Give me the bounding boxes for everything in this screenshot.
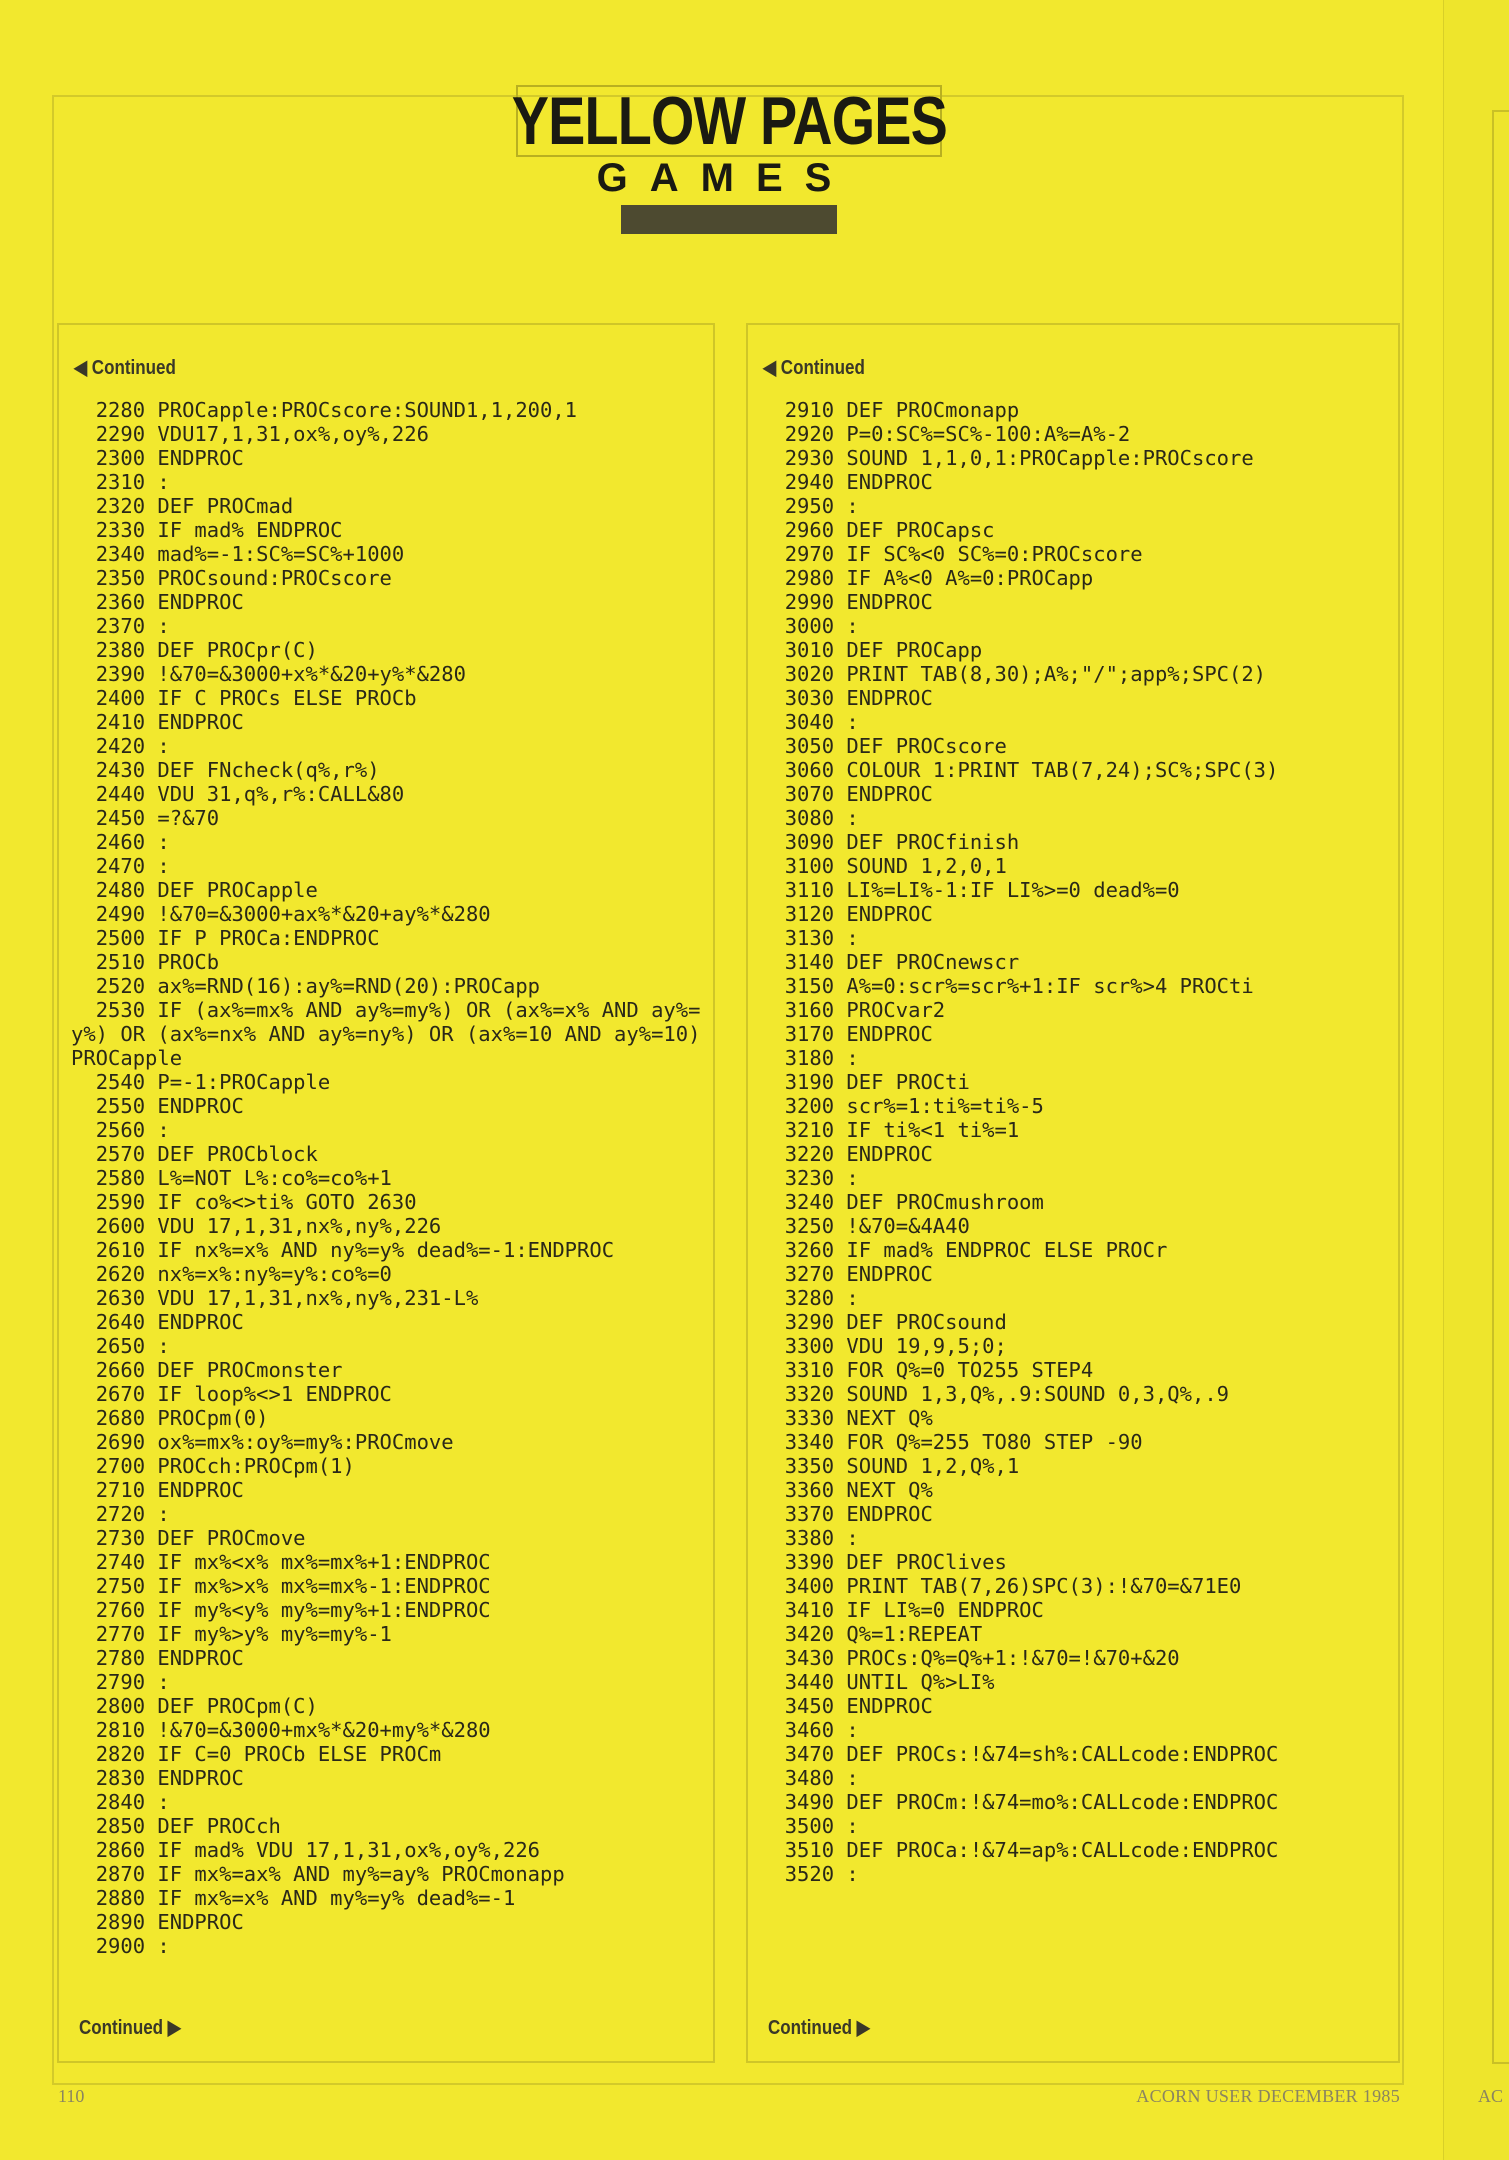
code-line: 2720 : bbox=[71, 1502, 170, 1526]
code-line: 2280 PROCapple:PROCscore:SOUND1,1,200,1 bbox=[71, 398, 578, 422]
code-line: 3140 DEF PROCnewscr bbox=[760, 950, 1020, 974]
code-line: 2760 IF my%<y% my%=my%+1:ENDPROC bbox=[71, 1598, 491, 1622]
code-line: 3180 : bbox=[760, 1046, 859, 1070]
code-line: 2680 PROCpm(0) bbox=[71, 1406, 269, 1430]
code-line: 3200 scr%=1:ti%=ti%-5 bbox=[760, 1094, 1044, 1118]
code-line: 3150 A%=0:scr%=scr%+1:IF scr%>4 PROCti bbox=[760, 974, 1254, 998]
code-line: 2540 P=-1:PROCapple bbox=[71, 1070, 331, 1094]
code-line: 2970 IF SC%<0 SC%=0:PROCscore bbox=[760, 542, 1143, 566]
code-line: 3060 COLOUR 1:PRINT TAB(7,24);SC%;SPC(3) bbox=[760, 758, 1279, 782]
code-line: 2380 DEF PROCpr(C) bbox=[71, 638, 318, 662]
adjacent-page-footer: AC bbox=[1478, 2086, 1504, 2106]
code-line: 3230 : bbox=[760, 1166, 859, 1190]
code-line: 3390 DEF PROClives bbox=[760, 1550, 1007, 1574]
code-line: 2870 IF mx%=ax% AND my%=ay% PROCmonapp bbox=[71, 1862, 565, 1886]
code-line: 2730 DEF PROCmove bbox=[71, 1526, 306, 1550]
code-line: 3380 : bbox=[760, 1526, 859, 1550]
code-line: 2570 DEF PROCblock bbox=[71, 1142, 318, 1166]
code-line: 2660 DEF PROCmonster bbox=[71, 1358, 343, 1382]
code-line: 2590 IF co%<>ti% GOTO 2630 bbox=[71, 1190, 417, 1214]
code-line: 3370 ENDPROC bbox=[760, 1502, 933, 1526]
code-line: 2840 : bbox=[71, 1790, 170, 1814]
adjacent-page-strip bbox=[1443, 0, 1509, 2160]
basic-listing bbox=[760, 398, 1392, 1886]
code-line: 3350 SOUND 1,2,Q%,1 bbox=[760, 1454, 1020, 1478]
section-subtitle: GAMES bbox=[596, 156, 854, 200]
code-line: 3240 DEF PROCmushroom bbox=[760, 1190, 1044, 1214]
code-line: 2440 VDU 31,q%,r%:CALL&80 bbox=[71, 782, 405, 806]
code-line: 3290 DEF PROCsound bbox=[760, 1310, 1007, 1334]
code-line: 2800 DEF PROCpm(C) bbox=[71, 1694, 318, 1718]
code-line: 2820 IF C=0 PROCb ELSE PROCm bbox=[71, 1742, 442, 1766]
code-line: 3130 : bbox=[760, 926, 859, 950]
code-line: 2340 mad%=-1:SC%=SC%+1000 bbox=[71, 542, 405, 566]
code-line: 2460 : bbox=[71, 830, 170, 854]
code-line: 2620 nx%=x%:ny%=y%:co%=0 bbox=[71, 1262, 392, 1286]
code-line: 2770 IF my%>y% my%=my%-1 bbox=[71, 1622, 392, 1646]
code-line: 2890 ENDPROC bbox=[71, 1910, 244, 1934]
listing-column-right bbox=[746, 323, 1400, 2063]
code-line: 3170 ENDPROC bbox=[760, 1022, 933, 1046]
code-line: 3500 : bbox=[760, 1814, 859, 1838]
code-line: 3210 IF ti%<1 ti%=1 bbox=[760, 1118, 1020, 1142]
page-number: 110 bbox=[58, 2086, 85, 2106]
code-line: 2980 IF A%<0 A%=0:PROCapp bbox=[760, 566, 1094, 590]
code-line: 2530 IF (ax%=mx% AND ay%=my%) OR (ax%=x% AND ay%=y%) OR (ax%=nx% AND ay%=ny%) OR (ax%=10 AND ay%=10) PROCapple bbox=[71, 998, 713, 1070]
code-line: 3490 DEF PROCm:!&74=mo%:CALLcode:ENDPROC bbox=[760, 1790, 1279, 1814]
code-line: 3120 ENDPROC bbox=[760, 902, 933, 926]
listing-column-left bbox=[57, 323, 715, 2063]
code-line: 3320 SOUND 1,3,Q%,.9:SOUND 0,3,Q%,.9 bbox=[760, 1382, 1230, 1406]
code-line: 2650 : bbox=[71, 1334, 170, 1358]
section-title-box bbox=[511, 83, 947, 159]
section-title: YELLOW PAGES bbox=[511, 83, 947, 159]
code-line: 2640 ENDPROC bbox=[71, 1310, 244, 1334]
code-line: 2780 ENDPROC bbox=[71, 1646, 244, 1670]
code-line: 2740 IF mx%<x% mx%=mx%+1:ENDPROC bbox=[71, 1550, 491, 1574]
code-line: 3460 : bbox=[760, 1718, 859, 1742]
code-line: 2960 DEF PROCapsc bbox=[760, 518, 995, 542]
code-line: 3440 UNTIL Q%>LI% bbox=[760, 1670, 995, 1694]
code-line: 3110 LI%=LI%-1:IF LI%>=0 dead%=0 bbox=[760, 878, 1180, 902]
code-line: 2560 : bbox=[71, 1118, 170, 1142]
code-line: 2810 !&70=&3000+mx%*&20+my%*&280 bbox=[71, 1718, 491, 1742]
code-line: 2790 : bbox=[71, 1670, 170, 1694]
code-line: 2300 ENDPROC bbox=[71, 446, 244, 470]
code-line: 2410 ENDPROC bbox=[71, 710, 244, 734]
code-line: 3070 ENDPROC bbox=[760, 782, 933, 806]
code-line: 3510 DEF PROCa:!&74=ap%:CALLcode:ENDPROC bbox=[760, 1838, 1279, 1862]
code-line: 2850 DEF PROCch bbox=[71, 1814, 281, 1838]
code-line: 2670 IF loop%<>1 ENDPROC bbox=[71, 1382, 392, 1406]
code-line: 2480 DEF PROCapple bbox=[71, 878, 318, 902]
code-line: 3190 DEF PROCti bbox=[760, 1070, 970, 1094]
code-line: 2700 PROCch:PROCpm(1) bbox=[71, 1454, 355, 1478]
code-line: 2510 PROCb bbox=[71, 950, 220, 974]
code-line: 3400 PRINT TAB(7,26)SPC(3):!&70=&71E0 bbox=[760, 1574, 1242, 1598]
code-line: 3360 NEXT Q% bbox=[760, 1478, 933, 1502]
code-line: 2940 ENDPROC bbox=[760, 470, 933, 494]
code-line: 2920 P=0:SC%=SC%-100:A%=A%-2 bbox=[760, 422, 1131, 446]
code-line: 3300 VDU 19,9,5;0; bbox=[760, 1334, 1007, 1358]
code-line: 2880 IF mx%=x% AND my%=y% dead%=-1 bbox=[71, 1886, 516, 1910]
code-line: 2750 IF mx%>x% mx%=mx%-1:ENDPROC bbox=[71, 1574, 491, 1598]
code-line: 2950 : bbox=[760, 494, 859, 518]
code-line: 3270 ENDPROC bbox=[760, 1262, 933, 1286]
code-line: 3030 ENDPROC bbox=[760, 686, 933, 710]
publication-footer: ACORN USER DECEMBER 1985 bbox=[1136, 2086, 1400, 2106]
code-line: 2830 ENDPROC bbox=[71, 1766, 244, 1790]
code-line: 3160 PROCvar2 bbox=[760, 998, 946, 1022]
code-line: 2290 VDU17,1,31,ox%,oy%,226 bbox=[71, 422, 429, 446]
code-line: 3090 DEF PROCfinish bbox=[760, 830, 1020, 854]
code-line: 3050 DEF PROCscore bbox=[760, 734, 1007, 758]
code-line: 3280 : bbox=[760, 1286, 859, 1310]
code-line: 2450 =?&70 bbox=[71, 806, 220, 830]
code-line: 3520 : bbox=[760, 1862, 859, 1886]
basic-listing bbox=[71, 398, 713, 1958]
code-line: 3080 : bbox=[760, 806, 859, 830]
code-line: 2550 ENDPROC bbox=[71, 1094, 244, 1118]
header-bar bbox=[621, 205, 837, 234]
code-line: 3040 : bbox=[760, 710, 859, 734]
code-line: 2310 : bbox=[71, 470, 170, 494]
code-line: 2360 ENDPROC bbox=[71, 590, 244, 614]
code-line: 2580 L%=NOT L%:co%=co%+1 bbox=[71, 1166, 392, 1190]
code-line: 2600 VDU 17,1,31,nx%,ny%,226 bbox=[71, 1214, 442, 1238]
continued-from-label: ◀ Continued bbox=[74, 357, 176, 379]
code-line: 2710 ENDPROC bbox=[71, 1478, 244, 1502]
code-line: 3330 NEXT Q% bbox=[760, 1406, 933, 1430]
code-line: 2370 : bbox=[71, 614, 170, 638]
code-line: 2420 : bbox=[71, 734, 170, 758]
code-line: 3420 Q%=1:REPEAT bbox=[760, 1622, 983, 1646]
code-line: 2490 !&70=&3000+ax%*&20+ay%*&280 bbox=[71, 902, 491, 926]
code-line: 3480 : bbox=[760, 1766, 859, 1790]
continued-on-label: Continued ▶ bbox=[79, 2017, 181, 2039]
code-line: 2470 : bbox=[71, 854, 170, 878]
code-line: 3310 FOR Q%=0 TO255 STEP4 bbox=[760, 1358, 1094, 1382]
code-line: 2900 : bbox=[71, 1934, 170, 1958]
code-line: 2860 IF mad% VDU 17,1,31,ox%,oy%,226 bbox=[71, 1838, 541, 1862]
code-line: 3100 SOUND 1,2,0,1 bbox=[760, 854, 1007, 878]
code-line: 2690 ox%=mx%:oy%=my%:PROCmove bbox=[71, 1430, 454, 1454]
code-line: 3250 !&70=&4A40 bbox=[760, 1214, 970, 1238]
code-line: 2910 DEF PROCmonapp bbox=[760, 398, 1020, 422]
code-line: 3020 PRINT TAB(8,30);A%;"/";app%;SPC(2) bbox=[760, 662, 1267, 686]
code-line: 2390 !&70=&3000+x%*&20+y%*&280 bbox=[71, 662, 466, 686]
code-line: 2320 DEF PROCmad bbox=[71, 494, 294, 518]
code-line: 3470 DEF PROCs:!&74=sh%:CALLcode:ENDPROC bbox=[760, 1742, 1279, 1766]
continued-from-label: ◀ Continued bbox=[763, 357, 865, 379]
code-line: 2610 IF nx%=x% AND ny%=y% dead%=-1:ENDPROC bbox=[71, 1238, 615, 1262]
code-line: 2990 ENDPROC bbox=[760, 590, 933, 614]
code-line: 3260 IF mad% ENDPROC ELSE PROCr bbox=[760, 1238, 1168, 1262]
code-line: 2520 ax%=RND(16):ay%=RND(20):PROCapp bbox=[71, 974, 541, 998]
code-line: 3220 ENDPROC bbox=[760, 1142, 933, 1166]
code-line: 2500 IF P PROCa:ENDPROC bbox=[71, 926, 380, 950]
code-line: 2330 IF mad% ENDPROC bbox=[71, 518, 343, 542]
code-line: 2430 DEF FNcheck(q%,r%) bbox=[71, 758, 380, 782]
code-line: 2630 VDU 17,1,31,nx%,ny%,231-L% bbox=[71, 1286, 479, 1310]
code-line: 3340 FOR Q%=255 TO80 STEP -90 bbox=[760, 1430, 1143, 1454]
continued-on-label: Continued ▶ bbox=[768, 2017, 870, 2039]
code-line: 2400 IF C PROCs ELSE PROCb bbox=[71, 686, 417, 710]
code-line: 2930 SOUND 1,1,0,1:PROCapple:PROCscore bbox=[760, 446, 1254, 470]
code-line: 2350 PROCsound:PROCscore bbox=[71, 566, 392, 590]
code-line: 3410 IF LI%=0 ENDPROC bbox=[760, 1598, 1044, 1622]
code-line: 3430 PROCs:Q%=Q%+1:!&70=!&70+&20 bbox=[760, 1646, 1180, 1670]
code-line: 3010 DEF PROCapp bbox=[760, 638, 983, 662]
code-line: 3450 ENDPROC bbox=[760, 1694, 933, 1718]
code-line: 3000 : bbox=[760, 614, 859, 638]
